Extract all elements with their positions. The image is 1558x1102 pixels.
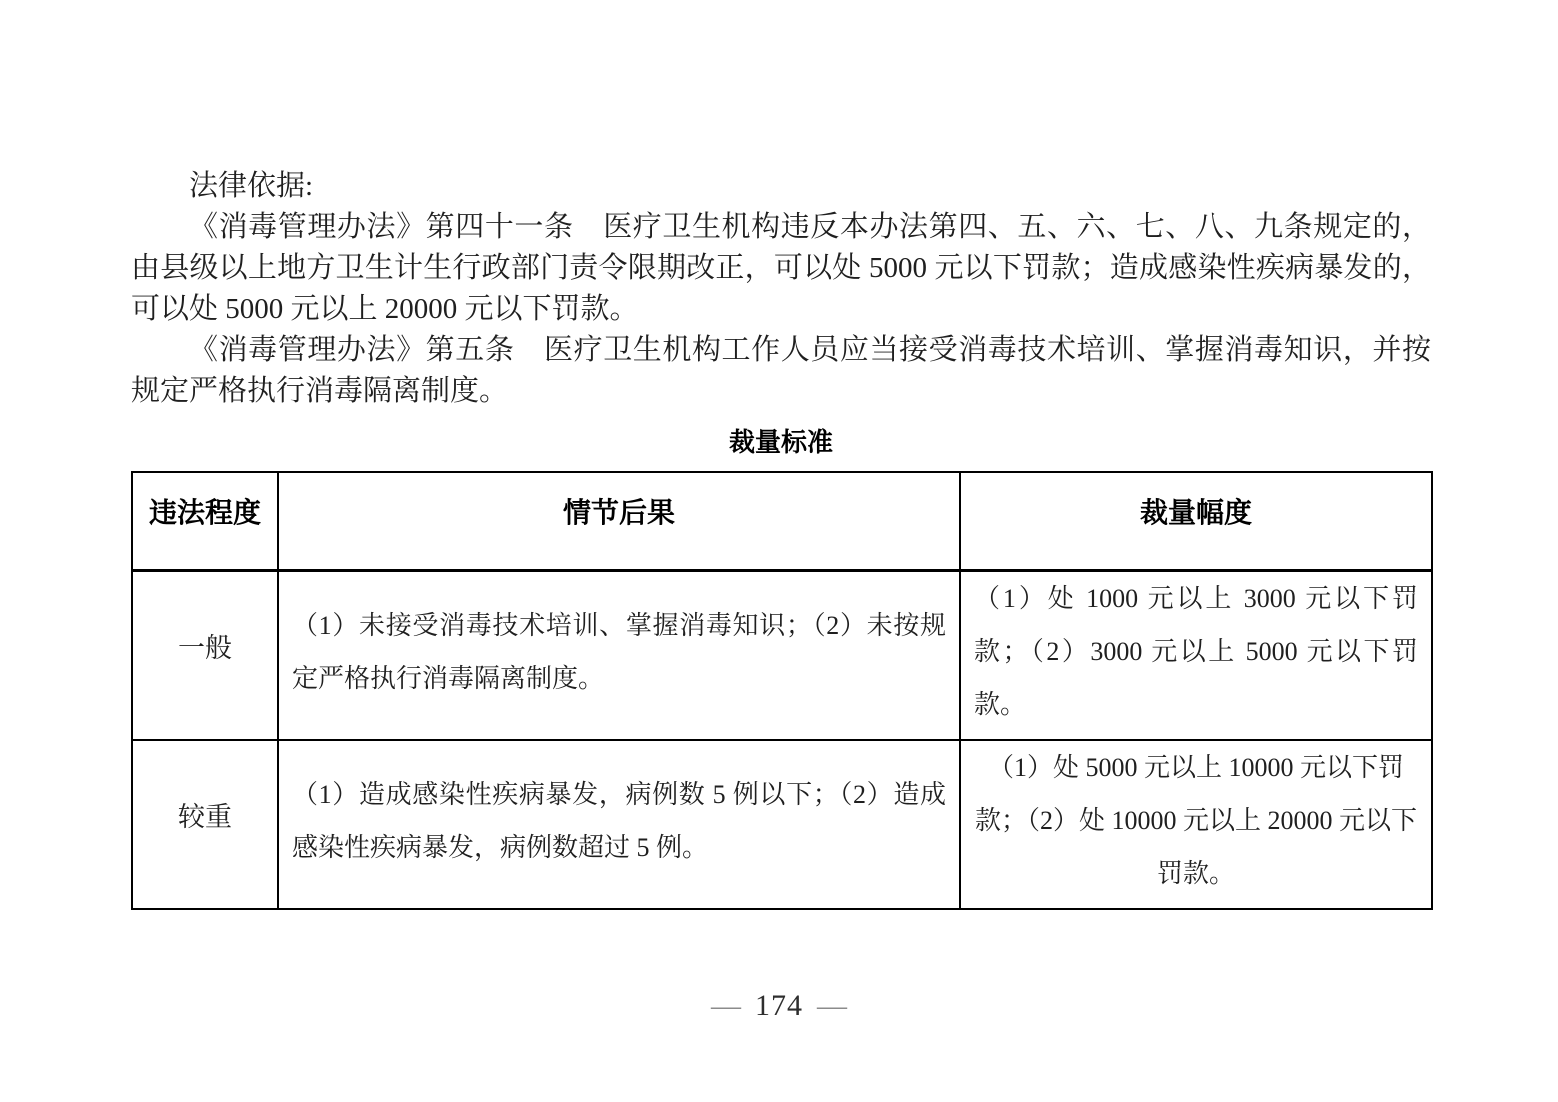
legal-paragraph-article-41: 《消毒管理办法》第四十一条 医疗卫生机构违反本办法第四、五、六、七、八、九条规定的，由县级以上地方卫生计生行政部门责令限期改正，可以处 5000 元以下罚款；造成感染性疾病暴发的，可以处 5000 元以上 20000 元以下罚款。 — [131, 211, 1431, 325]
table-row-serious — [132, 740, 1432, 909]
cell-discretion-general: （1）处 1000 元以上 3000 元以下罚款；（2）3000 元以上 5000 元以下罚款。 — [960, 571, 1432, 741]
cell-degree-serious: 较重 — [132, 740, 278, 909]
cell-consequence-serious: （1）造成感染性疾病暴发，病例数 5 例以下；（2）造成感染性疾病暴发，病例数超过 5 例。 — [278, 740, 960, 909]
page-number: 174 — [755, 989, 803, 1022]
legal-paragraph-article-5: 《消毒管理办法》第五条 医疗卫生机构工作人员应当接受消毒技术培训、掌握消毒知识，并按规定严格执行消毒隔离制度。 — [131, 334, 1431, 407]
legal-basis-label: 法律依据: — [189, 170, 314, 202]
footer-dash-left: — — [711, 989, 741, 1022]
cell-discretion-serious: （1）处 5000 元以上 10000 元以下罚款；（2）处 10000 元以上 20000 元以下罚款。 — [960, 740, 1432, 909]
cell-degree-general: 一般 — [132, 571, 278, 741]
col-header-violation-degree: 违法程度 — [132, 472, 278, 571]
page-footer — [0, 986, 1558, 1026]
discretion-table — [131, 471, 1433, 910]
col-header-circumstance-consequence: 情节后果 — [278, 472, 960, 571]
table-title: 裁量标准 — [728, 427, 833, 457]
col-header-discretion-range: 裁量幅度 — [960, 472, 1432, 571]
table-header-row — [132, 472, 1432, 571]
page-content — [131, 166, 1431, 910]
footer-dash-right: — — [817, 989, 847, 1022]
cell-consequence-general: （1）未接受消毒技术培训、掌握消毒知识；（2）未按规定严格执行消毒隔离制度。 — [278, 571, 960, 741]
table-row-general — [132, 571, 1432, 741]
